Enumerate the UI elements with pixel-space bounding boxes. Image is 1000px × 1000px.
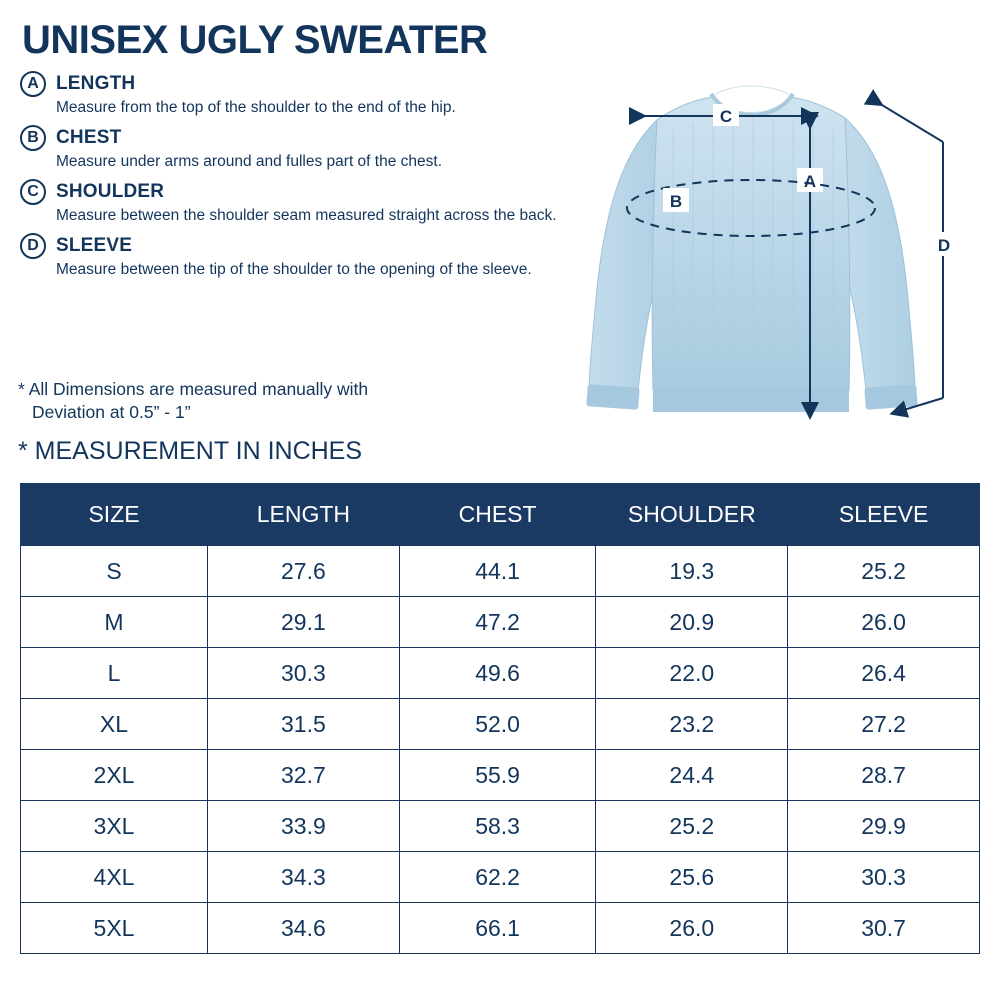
column-header-size: SIZE — [21, 484, 208, 546]
cell-size: XL — [21, 699, 208, 750]
cell-chest: 49.6 — [399, 648, 596, 699]
cell-sleeve: 29.9 — [788, 801, 980, 852]
cell-length: 34.3 — [208, 852, 400, 903]
dimension-label-c: C — [719, 107, 733, 126]
cell-shoulder: 25.6 — [596, 852, 788, 903]
cell-length: 30.3 — [208, 648, 400, 699]
legend-desc-sleeve: Measure between the tip of the shoulder to the opening of the sleeve. — [56, 261, 532, 278]
sweater-shape — [586, 86, 917, 412]
cell-size: 4XL — [21, 852, 208, 903]
cell-size: L — [21, 648, 208, 699]
deviation-note-line2: Deviation at 0.5” - 1” — [32, 402, 191, 422]
cell-shoulder: 20.9 — [596, 597, 788, 648]
dimension-label-d: D — [937, 236, 951, 255]
table-row — [21, 699, 980, 750]
cell-sleeve: 26.4 — [788, 648, 980, 699]
cell-sleeve: 28.7 — [788, 750, 980, 801]
table-row — [21, 903, 980, 954]
sweater-diagram — [545, 60, 995, 460]
cell-length: 33.9 — [208, 801, 400, 852]
cell-chest: 62.2 — [399, 852, 596, 903]
column-header-sleeve: SLEEVE — [788, 484, 980, 546]
legend-desc-chest: Measure under arms around and fulles part of the chest. — [56, 153, 442, 170]
legend-title-length: LENGTH — [56, 73, 136, 94]
table-row — [21, 546, 980, 597]
cell-chest: 47.2 — [399, 597, 596, 648]
badge-d-icon: D — [20, 233, 46, 259]
table-row — [21, 801, 980, 852]
cell-length: 27.6 — [208, 546, 400, 597]
dimension-label-b: B — [669, 192, 683, 211]
cell-size: S — [21, 546, 208, 597]
cell-shoulder: 23.2 — [596, 699, 788, 750]
cell-shoulder: 22.0 — [596, 648, 788, 699]
badge-b-icon: B — [20, 125, 46, 151]
cell-sleeve: 30.7 — [788, 903, 980, 954]
legend-title-shoulder: SHOULDER — [56, 181, 165, 202]
cell-sleeve: 30.3 — [788, 852, 980, 903]
legend-item-shoulder — [20, 178, 590, 226]
page-title: UNISEX UGLY SWEATER — [22, 18, 488, 62]
cell-chest: 52.0 — [399, 699, 596, 750]
cell-shoulder: 26.0 — [596, 903, 788, 954]
size-table — [20, 483, 980, 954]
cell-shoulder: 19.3 — [596, 546, 788, 597]
cell-chest: 55.9 — [399, 750, 596, 801]
badge-a-icon: A — [20, 71, 46, 97]
cell-sleeve: 26.0 — [788, 597, 980, 648]
legend-desc-length: Measure from the top of the shoulder to the end of the hip. — [56, 99, 456, 116]
cell-length: 31.5 — [208, 699, 400, 750]
cell-chest: 58.3 — [399, 801, 596, 852]
deviation-note — [18, 378, 368, 424]
cell-chest: 44.1 — [399, 546, 596, 597]
cell-size: 5XL — [21, 903, 208, 954]
legend-item-sleeve — [20, 232, 590, 280]
cell-size: 2XL — [21, 750, 208, 801]
cell-length: 32.7 — [208, 750, 400, 801]
table-row — [21, 852, 980, 903]
dimension-label-a: A — [803, 172, 817, 191]
legend-title-sleeve: SLEEVE — [56, 235, 133, 256]
table-header-row — [21, 484, 980, 546]
cell-chest: 66.1 — [399, 903, 596, 954]
column-header-chest: CHEST — [399, 484, 596, 546]
legend-title-chest: CHEST — [56, 127, 122, 148]
column-header-length: LENGTH — [208, 484, 400, 546]
measurement-legend — [20, 70, 590, 286]
legend-desc-shoulder: Measure between the shoulder seam measured straight across the back. — [56, 207, 557, 224]
column-header-shoulder: SHOULDER — [596, 484, 788, 546]
deviation-note-line1: * All Dimensions are measured manually with — [18, 379, 369, 399]
legend-item-length — [20, 70, 590, 118]
cell-shoulder: 24.4 — [596, 750, 788, 801]
cell-sleeve: 27.2 — [788, 699, 980, 750]
cell-size: M — [21, 597, 208, 648]
cell-shoulder: 25.2 — [596, 801, 788, 852]
legend-item-chest — [20, 124, 590, 172]
measurement-unit-heading: * MEASUREMENT IN INCHES — [18, 437, 363, 465]
cell-sleeve: 25.2 — [788, 546, 980, 597]
badge-c-icon: C — [20, 179, 46, 205]
cell-length: 29.1 — [208, 597, 400, 648]
cell-length: 34.6 — [208, 903, 400, 954]
cell-size: 3XL — [21, 801, 208, 852]
table-row — [21, 597, 980, 648]
table-row — [21, 648, 980, 699]
table-row — [21, 750, 980, 801]
